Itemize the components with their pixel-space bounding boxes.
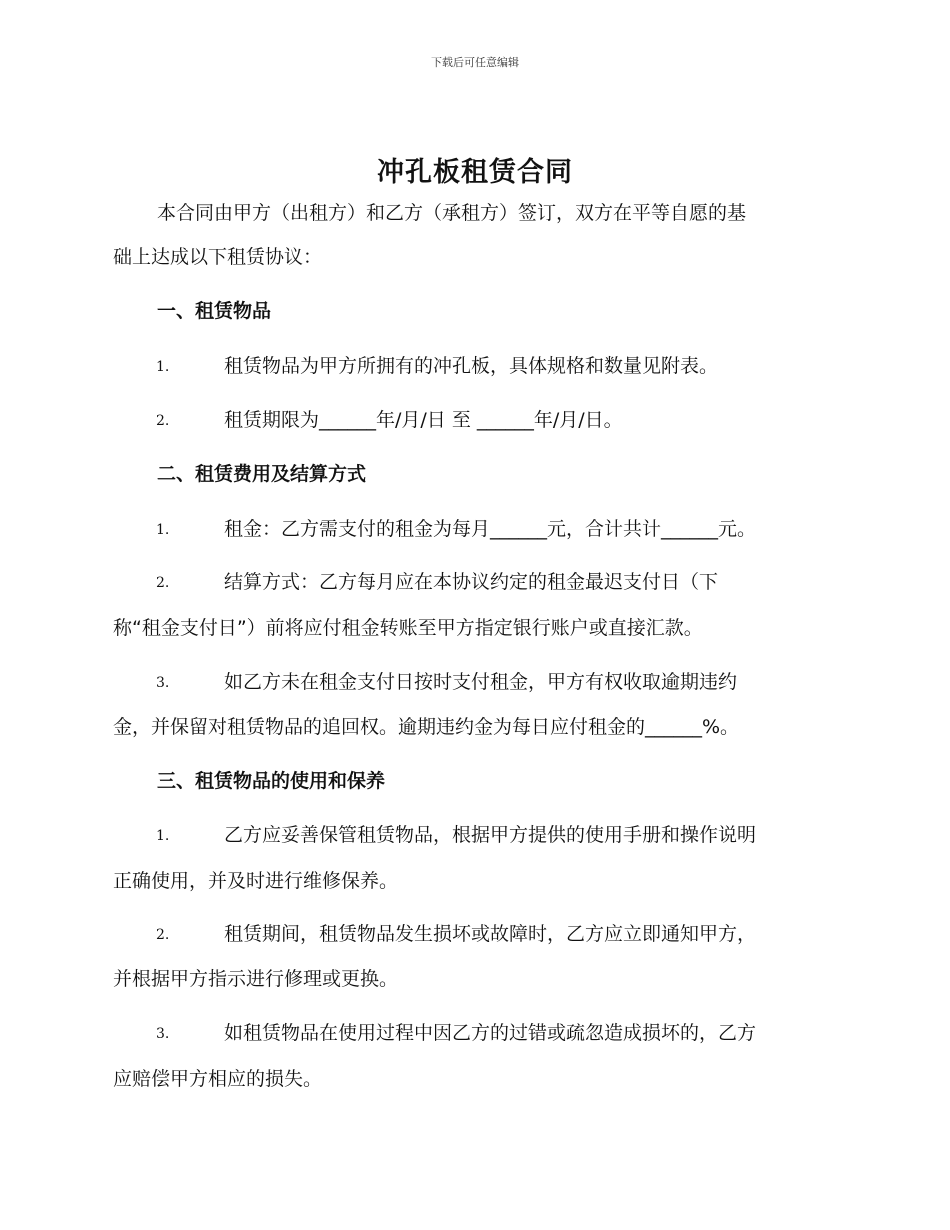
intro-line-2: 础上达成以下租赁协议： [113, 246, 323, 268]
item-number: 2. [156, 575, 170, 591]
item-number: 1. [156, 828, 170, 844]
item-number: 3. [156, 675, 170, 691]
item-text: 租赁物品为甲方所拥有的冲孔板，具体规格和数量见附表。 [224, 355, 719, 377]
item-text-continued: 金，并保留对租赁物品的追回权。逾期违约金为每日应付租金的______%。 [113, 716, 740, 738]
item-number: 1. [156, 522, 170, 538]
item-text: 如乙方未在租金支付日按时支付租金，甲方有权收取逾期违约 [224, 671, 738, 693]
item-text: 乙方应妥善保管租赁物品，根据甲方提供的使用手册和操作说明 [224, 824, 757, 846]
item-text: 租金：乙方需支付的租金为每月______元，合计共计______元。 [224, 518, 757, 540]
item-number: 2. [156, 413, 170, 429]
page-title: 冲孔板租赁合同 [377, 157, 573, 188]
item-number: 3. [156, 1026, 170, 1042]
section-heading-3: 三、租赁物品的使用和保养 [157, 770, 386, 792]
item-text-continued: 并根据甲方指示进行修理或更换。 [113, 968, 399, 990]
intro-line-1: 本合同由甲方（出租方）和乙方（承租方）签订，双方在平等自愿的基 [157, 202, 747, 224]
item-number: 1. [156, 359, 170, 375]
item-text-continued: 应赔偿甲方相应的损失。 [113, 1068, 323, 1090]
item-text: 租赁期间，租赁物品发生损坏或故障时，乙方应立即通知甲方， [224, 923, 757, 945]
header-note: 下载后可任意编辑 [431, 56, 519, 69]
section-heading-2: 二、租赁费用及结算方式 [157, 463, 367, 485]
item-text: 结算方式：乙方每月应在本协议约定的租金最迟支付日（下 [224, 571, 719, 593]
section-heading-1: 一、租赁物品 [157, 300, 272, 322]
item-text-continued: 称“租金支付日”）前将应付租金转账至甲方指定银行账户或直接汇款。 [113, 617, 703, 639]
item-text-continued: 正确使用，并及时进行维修保养。 [113, 870, 399, 892]
item-text: 租赁期限为______年/月/日 至 ______年/月/日。 [224, 409, 623, 431]
item-number: 2. [156, 927, 170, 943]
item-text: 如租赁物品在使用过程中因乙方的过错或疏忽造成损坏的，乙方 [224, 1022, 757, 1044]
